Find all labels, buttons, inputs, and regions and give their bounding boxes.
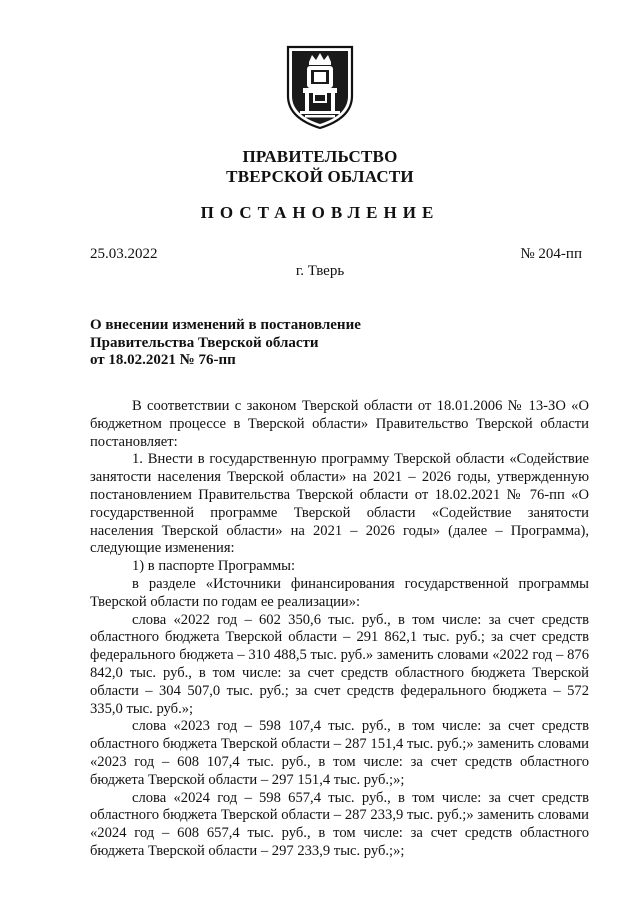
- paragraph-change-2022: слова «2022 год – 602 350,6 тыс. руб., в том числе: за счет средств областного бюджета Тверской области – 291 862,1 тыс. руб.; за счет средств федерального бюджета – 310 488,5 тыс. руб.» заменить словами «2022 год – 876 842,0 тыс. руб., в том числе: за счет средств областного бюджета Тверской области – 304 507,0 тыс. руб.; за счет средств федерального бюджета – 572 335,0 тыс. руб.»;: [90, 611, 589, 717]
- document-city: г. Тверь: [295, 263, 345, 279]
- document-type: ПОСТАНОВЛЕНИЕ: [200, 203, 440, 222]
- tver-coat-of-arms-icon: [285, 44, 355, 130]
- subject-line: О внесении изменений в постановление: [90, 317, 361, 333]
- paragraph-subitem-1: 1) в паспорте Программы:: [132, 558, 296, 575]
- paragraph-item-1: 1. Внести в государственную программу Тверской области «Содействие занятости населения Тверской области» на 2021 – 2026 годы, утвержденную постановлением Правительства Тверской области от 18.02.2021 № 76-пп «О государственной программе Тверской области «Содействие занятости населения Тверской области» на 2021 – 2026 годы» (далее – Программа), следующие изменения:: [90, 451, 589, 557]
- document-subject: [90, 317, 430, 370]
- paragraph-change-2024: слова «2024 год – 598 657,4 тыс. руб., в том числе: за счет средств областного бюджета Тверской области – 287 233,9 тыс. руб.;» заменить словами «2024 год – 608 657,4 тыс. руб., в том числе: за счет средств областного бюджета Тверской области – 297 233,9 тыс. руб.;»;: [90, 789, 589, 859]
- paragraph-preamble: В соответствии с законом Тверской области от 18.01.2006 № 13-ЗО «О бюджетном процессе в Тверской области» Правительство Тверской области постановляет:: [90, 398, 589, 450]
- region-title: ТВЕРСКОЙ ОБЛАСТИ: [226, 167, 414, 186]
- paragraph-change-2023: слова «2023 год – 598 107,4 тыс. руб., в том числе: за счет средств областного бюджета Тверской области – 287 151,4 тыс. руб.;» заменить словами «2023 год – 608 107,4 тыс. руб., в том числе: за счет средств областного бюджета Тверской области – 297 151,4 тыс. руб.;»;: [90, 718, 589, 788]
- subject-line: Правительства Тверской области: [90, 334, 319, 351]
- document-date: 25.03.2022: [90, 246, 158, 262]
- subject-line: от 18.02.2021 № 76-пп: [90, 352, 236, 368]
- document-body: [90, 398, 589, 861]
- government-title: ПРАВИТЕЛЬСТВО: [242, 147, 398, 166]
- paragraph-section: в разделе «Источники финансирования государственной программы Тверской области по годам ее реализации»:: [90, 575, 589, 610]
- document-number: № 204-пп: [520, 246, 582, 262]
